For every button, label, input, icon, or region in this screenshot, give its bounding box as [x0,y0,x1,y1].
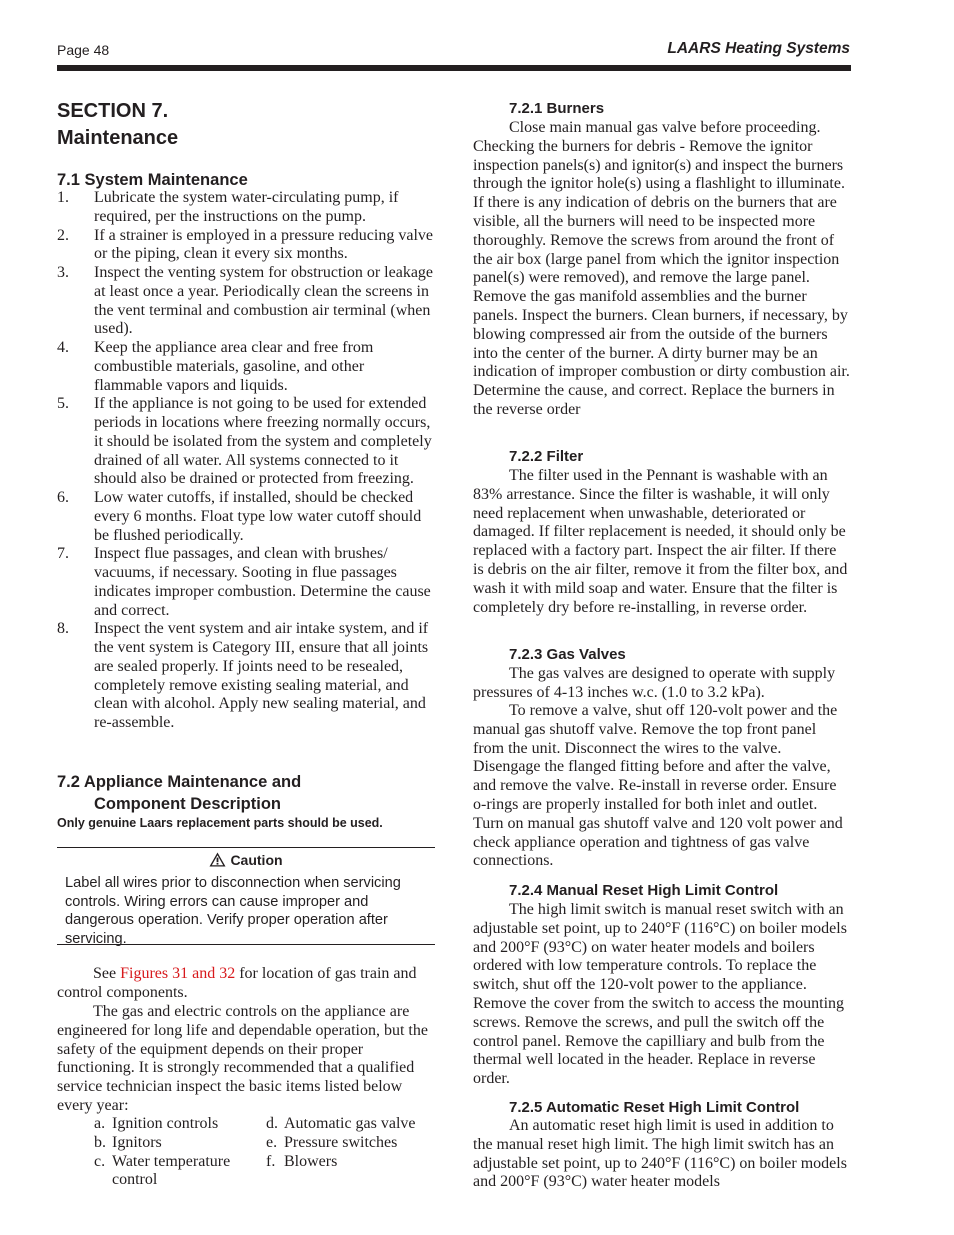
list-item: a. Ignition controls [94,1115,219,1132]
heading-7-2-5: 7.2.5 Automatic Reset High Limit Control [509,1099,800,1116]
list-item: 4. Keep the appliance area clear and free from combustible materials, gasoline, and other flammable vapors and liquids. [57,339,374,394]
list-item: d. Automatic gas valve [266,1115,416,1132]
heading-7-2-3: 7.2.3 Gas Valves [509,646,626,663]
caution-box [57,847,435,945]
list-item: b. Ignitors [94,1133,162,1151]
inspection-items-col1 [94,1115,264,1190]
section-title-line1: SECTION 7. [57,100,169,122]
gas-valves-text-1: The gas valves are designed to operate with supply pressures of 4-13 inches w.c. (1.0 to 3.2 kPa). [473,665,836,701]
heading-7-2-2: 7.2.2 Filter [509,448,584,465]
list-item: 6. Low water cutoffs, if installed, should be checked every 6 months. Float type low water cutoff should be flushed periodically. [57,489,422,544]
list-item: 5. If the appliance is not going to be used for extended periods in locations where freezing normally occurs, it should be isolated from the system and completely drained of all water. All systems connected to it should also be drained or protected from freezing. [57,395,432,488]
section-title [57,98,178,152]
caution-heading [57,852,435,868]
list-item: c. Water temperature control [94,1152,231,1189]
header-rule [57,65,851,71]
heading-7-2-line2: Component Description [94,795,282,813]
page-number: Page 48 [57,42,110,58]
manual-reset-text: The high limit switch is manual reset switch with an adjustable set point, up to 240°F (116°C) on boiler models and 200°F (93°C) on water heater models and boilers ordered with low temperature controls. To replace the switch, shut off the 120-volt power to the appliance. Remove the cover from the switch to access the mounting screws. Remove the screws, and pull the switch off the control panel. Remove the capilliary and bulb from the thermal well located in the header. Replace in reverse order. [473,901,847,1088]
parts-note: Only genuine Laars replacement parts should be used. [57,816,383,830]
list-item: 3. Inspect the venting system for obstruction or leakage at least once a year. Periodically clean the screens in the vent terminal and combustion air terminal (when used). [57,264,434,338]
caution-text: Label all wires prior to disconnection when servicing controls. Wiring errors can cause improper and dangerous operation. Verify proper operation after servicing. [65,875,401,947]
section-title-line2: Maintenance [57,127,179,149]
burners-text: Close main manual gas valve before proceeding. Checking the burners for debris - Remove the ignitor inspection panels(s) and ignitor(s) and inspect the burners through the ignitor hole(s) using a flashlight to illuminate. If there is any indication of debris on the burners that are visible, all the burners will need to be inspected more thoroughly. Remove the screws from around the front of the air box (large panel from which the ignitor inspection panel(s) were removed), and remove the large panel. Remove the gas manifold assemblies and the burner panels. Inspect the burners. Clean burners, if necessary, by blowing compressed air from the outside of the burners into the center of the burner. A dirty burner may be an indication of improper combustion or dirty combustion air. Determine the cause, and correct. Replace the burners in the reverse order [473,119,850,418]
list-item: 8. Inspect the vent system and air intake system, and if the vent system is Category III, ensure that all joints are sealed properly. If joints need to be resealed, completely remove existing sealing material, and clean with alcohol. Apply new sealing material, and re-assemble. [57,620,429,731]
heading-7-2 [57,771,301,815]
system-maintenance-list [57,189,435,733]
list-item: 2. If a strainer is employed in a pressure reducing valve or the piping, clean it every six months. [57,226,433,263]
heading-7-2-1: 7.2.1 Burners [509,100,605,117]
figures-link[interactable]: Figures 31 and 32 [120,965,236,982]
heading-7-2-line1: 7.2 Appliance Maintenance and [57,773,302,791]
filter-text: The filter used in the Pennant is washable with an 83% arrestance. Since the filter is washable, it will only need replacement when unwashable, deteriorated or damaged. If filter replacement is needed, it should only be replaced with a factory part. Inspect the air filter. If there is debris on the air filter, remove it from the filter box, and wash it with mild soap and water. Ensure that the filter is completely dry before re-installing, in reverse order. [473,467,848,616]
caution-title: Caution [230,852,283,868]
list-item: e. Pressure switches [266,1133,398,1151]
auto-reset-text: An automatic reset high limit is used in addition to the manual reset high limit. The high limit switch has an adjustable set point, up to 240°F (116°C) on boiler models and 200°F (93°C) water heater models [473,1117,847,1191]
heading-7-1: 7.1 System Maintenance [57,171,248,189]
heading-7-2-4: 7.2.4 Manual Reset High Limit Control [509,882,779,899]
paragraph-figures: See Figures 31 and 32 for location of gas train and control components. [57,965,417,1001]
inspection-items-col2 [266,1115,436,1171]
warning-icon [209,852,226,867]
brand-name: LAARS Heating Systems [667,40,850,57]
list-item: 7. Inspect flue passages, and clean with brushes/ vacuums, if necessary. Sooting in flue passages indicates improper combustion. Determine the cause and correct. [57,545,431,619]
gas-valves-text-2: To remove a valve, shut off 120-volt power and the manual gas shutoff valve. Remove the top front panel from the unit. Disconnect the wires to the valve. Disengage the flanged fitting before and after the valve, and remove the valve. Re-install in reverse order. Ensure o-rings are properly installed for both inlet and outlet. Turn on manual gas shutoff valve and 120 volt power and check appliance operation and tightness of gas valve connections. [473,702,843,870]
list-item: f. Blowers [266,1152,338,1170]
list-item: 1. Lubricate the system water-circulating pump, if required, per the instructions on the pump. [57,189,399,225]
paragraph-controls: The gas and electric controls on the appliance are engineered for long life and dependable operation, but the safety of the equipment depends on their proper functioning. It is strongly recommended that a qualified service technician inspect the basic items listed below every year: [57,1003,428,1114]
